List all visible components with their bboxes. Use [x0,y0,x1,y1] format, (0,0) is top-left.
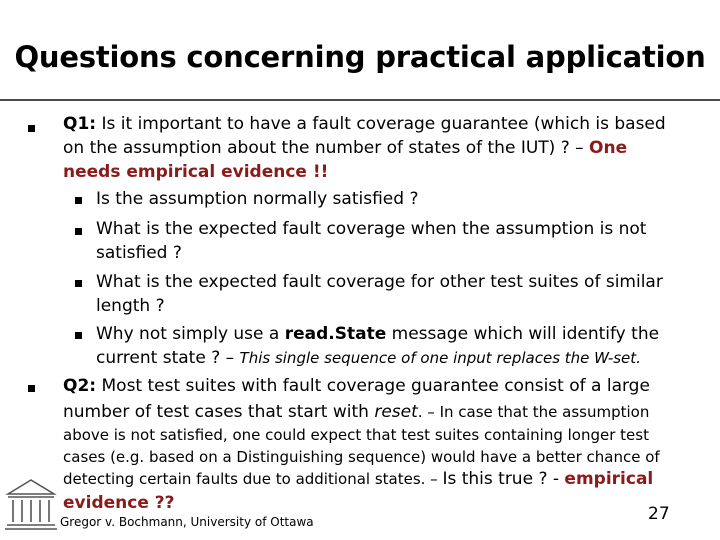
q1-sub-4-line-1 [96,324,659,344]
bullet-sub-3 [75,280,82,287]
q2-text-5-normal: Is this true ? - [442,469,565,489]
q2-line-2 [63,402,649,422]
q1-text-1: Is it important to have a fault coverage guarantee (which is based [101,114,666,134]
q1-sub-4-bold: read.State [284,324,387,344]
q2-text-5-pre: detecting certain faults due to additional states. – [63,470,443,488]
title-divider [0,99,720,101]
q2-line-3: above is not satisfied, one could expect that test suites containing longer test [63,426,649,444]
bullet-q1 [28,125,35,132]
q2-line-5 [63,469,653,489]
bullet-sub-2 [75,228,82,235]
q2-line-1 [63,376,650,396]
q2-text-2-post: . – In case that the assumption [417,403,650,421]
slide-title: Questions concerning practical application [14,40,706,74]
q1-sub-4-pre: Why not simply use a [96,324,285,344]
q1-red-1: One [589,138,628,158]
q2-line-4: cases (e.g. based on a Distinguishing sequence) would have a better chance of [63,448,660,466]
q2-red-1: empirical [564,469,654,489]
q1-sub-4-post: message which will identify the [386,324,660,344]
bullet-q2 [28,385,35,392]
footer-author: Gregor v. Bochmann, University of Ottawa [60,515,314,529]
q2-text-2-pre: number of test cases that start with [63,402,375,422]
university-building-icon [4,474,58,538]
bullet-sub-4 [75,332,82,339]
q1-line-2 [63,138,627,158]
q1-sub-4-line-2-pre: current state ? – [96,348,240,368]
q1-sub-4-italic: This single sequence of one input replaces the W-set. [239,349,641,367]
q1-text-2: on the assumption about the number of states of the IUT) ? – [63,138,590,158]
q2-text-1: Most test suites with fault coverage guarantee consist of a large [101,376,650,396]
q1-label: Q1: [63,114,97,134]
q1-line-3: needs empirical evidence !! [63,162,329,182]
q1-sub-3-line-2: length ? [96,296,165,316]
q1-sub-3-line-1: What is the expected fault coverage for other test suites of similar [96,272,663,292]
q1-sub-1: Is the assumption normally satisfied ? [96,189,419,209]
q1-sub-2-line-2: satisfied ? [96,243,182,263]
q2-reset-italic: reset [374,402,418,422]
q2-line-6: evidence ?? [63,493,175,513]
page-number: 27 [648,504,670,524]
bullet-sub-1 [75,197,82,204]
q2-label: Q2: [63,376,97,396]
q1-sub-2-line-1: What is the expected fault coverage when the assumption is not [96,219,647,239]
q1-sub-4-line-2 [96,348,641,368]
q1-line-1 [63,114,666,134]
